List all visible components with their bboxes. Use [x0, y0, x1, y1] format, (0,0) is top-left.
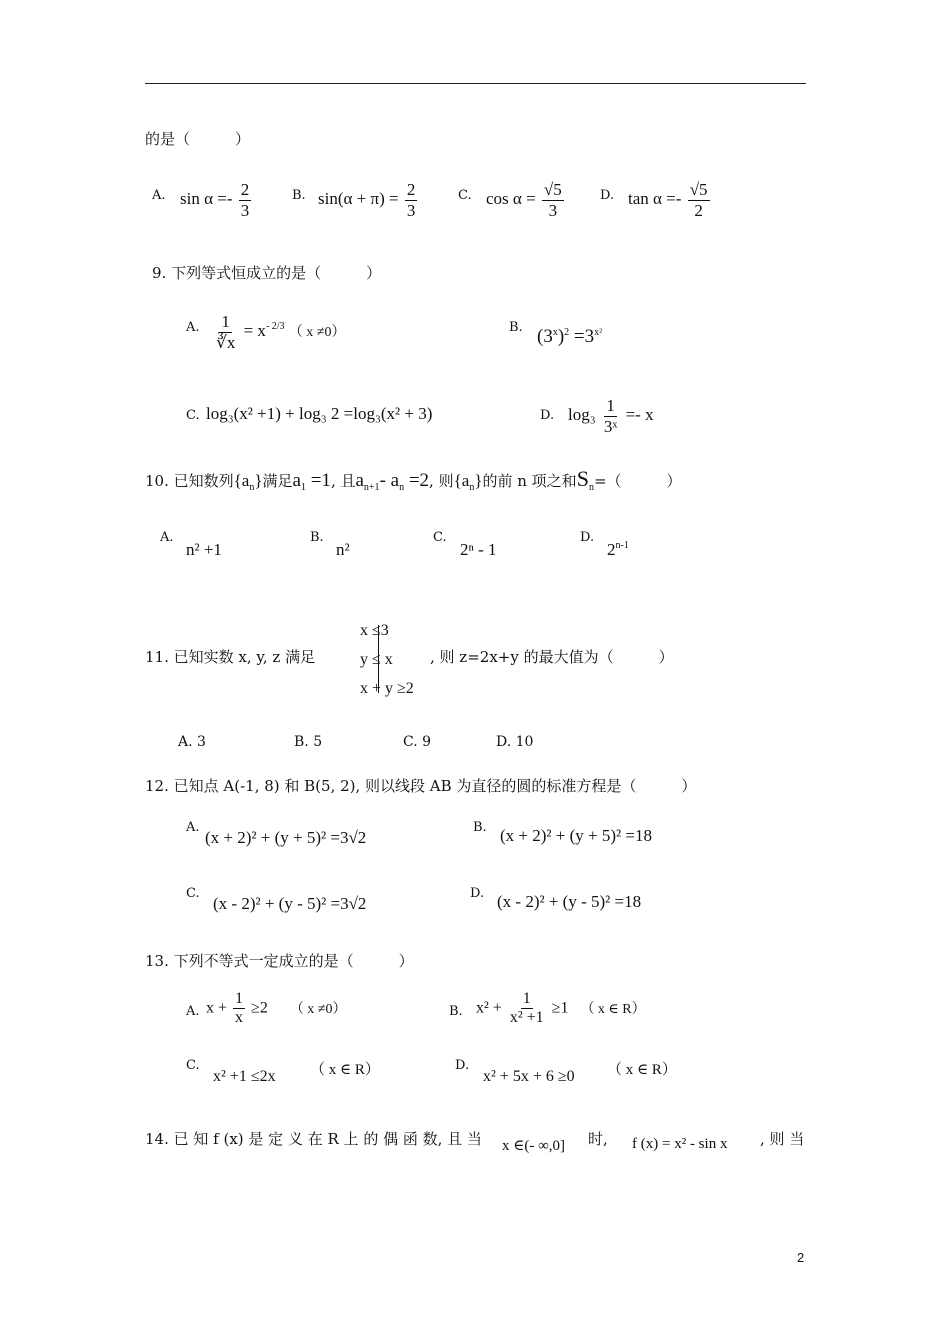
q10-rec-minus: - a [379, 470, 400, 491]
q10-stem-part11: =（ ） [593, 472, 682, 490]
q9-d-rhs: =- x [625, 404, 654, 424]
q14-domain: x ∈(- ∞,0] [502, 1138, 566, 1154]
q9-a-fraction [214, 312, 237, 352]
q10-seq2 [453, 471, 483, 493]
q12-option-b-label: B. [473, 820, 487, 835]
q9-d-fraction [602, 396, 619, 436]
q10-option-b: n² [336, 540, 350, 559]
q12-option-a: (x + 2)² + (y + 5)² =3√2 [205, 828, 367, 847]
q10-rec-sub2: n [399, 482, 405, 493]
q13-b-condition: （ x ∈ R） [580, 1001, 646, 1017]
q14-stem-part1: 14. 已 知 f (x) 是 定 义 在 R 上 的 偶 函 数, 且 当 [145, 1130, 482, 1148]
q13-option-c-label: C. [186, 1058, 200, 1073]
q9-option-d [568, 396, 654, 436]
q10-seq-sub: n [249, 482, 255, 493]
q13-c-condition: （ x ∈ R） [310, 1062, 380, 1078]
q13-b-num: 1 [521, 990, 533, 1009]
q8-option-a [180, 180, 253, 220]
q9-option-c: log₃(x² +1) + log₃ 2 =log₃(x² + 3) [206, 404, 433, 423]
q13-a-fraction [233, 990, 245, 1028]
q8-d-den: 2 [694, 200, 703, 220]
q9-a-exponent: - 2/3 [265, 320, 285, 332]
q10-a1-eq: =1 [305, 470, 331, 491]
page-number: 2 [797, 1250, 805, 1265]
q10-option-c: 2ⁿ - 1 [460, 540, 497, 559]
q10-stem-part5: , 且 [330, 472, 356, 490]
q13-option-b-label: B. [449, 1004, 463, 1019]
q9-b-base: (3 [537, 326, 553, 347]
q13-option-a [206, 990, 347, 1028]
q8-b-num: 2 [406, 180, 416, 199]
q10-d-sup: n-1 [615, 540, 629, 551]
q9-d-num: 1 [606, 396, 615, 415]
q13-a-post: ≥2 [251, 999, 268, 1017]
q13-a-num: 1 [233, 990, 245, 1009]
q13-a-pre: x + [206, 999, 228, 1017]
q9-option-b-label: B. [509, 320, 523, 335]
q12-option-b: (x + 2)² + (y + 5)² =18 [500, 826, 652, 845]
q13-option-c: x² +1 ≤2x [213, 1068, 276, 1085]
q13-b-den: x² +1 [509, 1009, 544, 1027]
q10-seq-close: } [254, 471, 263, 490]
q14-stem-part5: , 则 当 [760, 1130, 805, 1148]
q11-option-d: D. 10 [496, 734, 534, 750]
q13-a-den: x [235, 1009, 244, 1027]
q12-stem: 12. 已知点 A(-1, 8) 和 B(5, 2), 则以线段 AB 为直径的圆的标准方程是（ ） [145, 777, 697, 795]
q13-d-condition: （ x ∈ R） [607, 1062, 677, 1078]
q12-option-c: (x - 2)² + (y - 5)² =3√2 [213, 894, 367, 913]
q9-option-a-label: A. [186, 320, 200, 335]
q9-d-log: log₃ [568, 404, 596, 424]
q9-b-paren: ) [557, 326, 565, 347]
q14-function: f (x) = x² - sin x [632, 1136, 728, 1152]
q10-stem [145, 466, 682, 493]
q10-a1-sub: 1 [300, 482, 306, 493]
q10-stem-part3: 满足 [262, 472, 293, 490]
q13-a-condition: （ x ≠0） [289, 1001, 347, 1017]
q13-option-d-label: D. [455, 1058, 470, 1073]
q10-d-base: 2 [607, 540, 616, 559]
q10-sn-sub: n [588, 482, 594, 493]
q13-b-fraction [508, 990, 546, 1028]
q10-seq [233, 471, 263, 493]
q11-option-c: C. 9 [403, 734, 432, 750]
q10-rec-sub1: n+1 [363, 482, 380, 493]
q12-option-d-label: D. [470, 886, 485, 901]
q8-option-c-label: C. [458, 188, 472, 203]
q8-option-b [318, 180, 419, 220]
q8-a-lhs: sin α =- [180, 188, 233, 208]
q9-option-b [537, 326, 602, 348]
q10-seq2-close: } [474, 471, 483, 490]
q11-constraint-2: y ≤ x [360, 651, 393, 668]
q8-c-den: 3 [548, 200, 558, 220]
q11-stem-post: , 则 z=2x+y 的最大值为（ ） [430, 648, 674, 666]
q9-a-den: ∛x [216, 332, 236, 352]
q8-c-fraction [542, 180, 564, 220]
q8-option-c [486, 180, 566, 220]
q10-stem-part1: 10. 已知数列 [145, 472, 234, 490]
q9-option-a [212, 312, 345, 352]
q10-option-d-label: D. [580, 530, 595, 545]
q10-option-d [607, 540, 629, 560]
q12-option-a-label: A. [186, 820, 200, 835]
q10-recurrence [355, 470, 429, 491]
q13-option-d: x² + 5x + 6 ≥0 [483, 1068, 575, 1085]
q13-option-b [476, 990, 646, 1028]
q9-stem: 9. 下列等式恒成立的是（ ） [152, 264, 382, 282]
q10-sn [577, 466, 594, 491]
q9-b-sup2: 2 [564, 327, 570, 338]
q10-stem-part9: 的前 n 项之和 [482, 472, 577, 490]
q8-option-b-label: B. [292, 188, 306, 203]
q8-option-d-label: D. [600, 188, 615, 203]
q13-stem: 13. 下列不等式一定成立的是（ ） [145, 952, 414, 970]
q9-a-rhs: = x [243, 320, 266, 340]
q8-a-num: 2 [240, 180, 250, 199]
q9-b-sup1: x [552, 327, 558, 338]
q12-option-c-label: C. [186, 886, 200, 901]
q11-constraint-1: x ≤3 [360, 622, 389, 639]
q11-option-a: A. 3 [178, 734, 206, 750]
q13-option-a-label: A. [186, 1004, 200, 1019]
q11-option-b: B. 5 [294, 734, 323, 750]
q10-a1-base: a [292, 470, 301, 491]
q8-d-lhs: tan α =- [628, 188, 682, 208]
q13-b-pre: x² + [476, 999, 502, 1017]
q9-option-d-label: D. [540, 408, 555, 423]
q9-b-eq: =3 [569, 326, 595, 347]
q11-stem-pre: 11. 已知实数 x, y, z 满足 [145, 648, 316, 666]
q14-stem-part3: 时, [588, 1130, 608, 1148]
q9-d-den: 3ˣ [603, 416, 618, 436]
q10-seq2-sub: n [469, 482, 475, 493]
q10-rec-eq: =2 [404, 470, 430, 491]
q8-b-den: 3 [406, 200, 416, 220]
q9-option-c-label: C. [186, 408, 200, 423]
q10-seq-open: {a [233, 471, 250, 490]
q10-stem-part7: , 则 [429, 472, 454, 490]
q9-a-num: 1 [221, 312, 230, 331]
q10-seq2-open: {a [453, 471, 470, 490]
q10-rec-a: a [355, 470, 364, 491]
q8-a-fraction [239, 180, 252, 220]
q10-sn-base: S [576, 466, 589, 491]
q8-stem-tail: 的是（ ） [145, 130, 251, 148]
q11-constraint-3: x + y ≥2 [360, 680, 414, 697]
q8-b-fraction [405, 180, 418, 220]
q10-option-b-label: B. [310, 530, 324, 545]
q10-option-a: n² +1 [186, 540, 222, 559]
q10-option-a-label: A. [160, 530, 174, 545]
q8-b-lhs: sin(α + π) = [318, 188, 399, 208]
q8-option-a-label: A. [152, 188, 166, 203]
q12-option-d: (x - 2)² + (y - 5)² =18 [497, 892, 642, 911]
q8-c-lhs: cos α = [486, 188, 536, 208]
q8-d-num: √5 [689, 180, 708, 199]
q8-c-num: √5 [543, 180, 562, 199]
q8-a-den: 3 [240, 200, 250, 220]
q13-b-post: ≥1 [551, 999, 569, 1017]
q8-d-fraction [688, 180, 710, 220]
q10-a1 [293, 470, 331, 491]
header-rule [145, 83, 806, 84]
q9-a-condition: （ x ≠0） [288, 324, 346, 340]
q10-option-c-label: C. [433, 530, 447, 545]
q9-b-sup3: x² [594, 327, 603, 338]
q8-option-d [628, 180, 712, 220]
